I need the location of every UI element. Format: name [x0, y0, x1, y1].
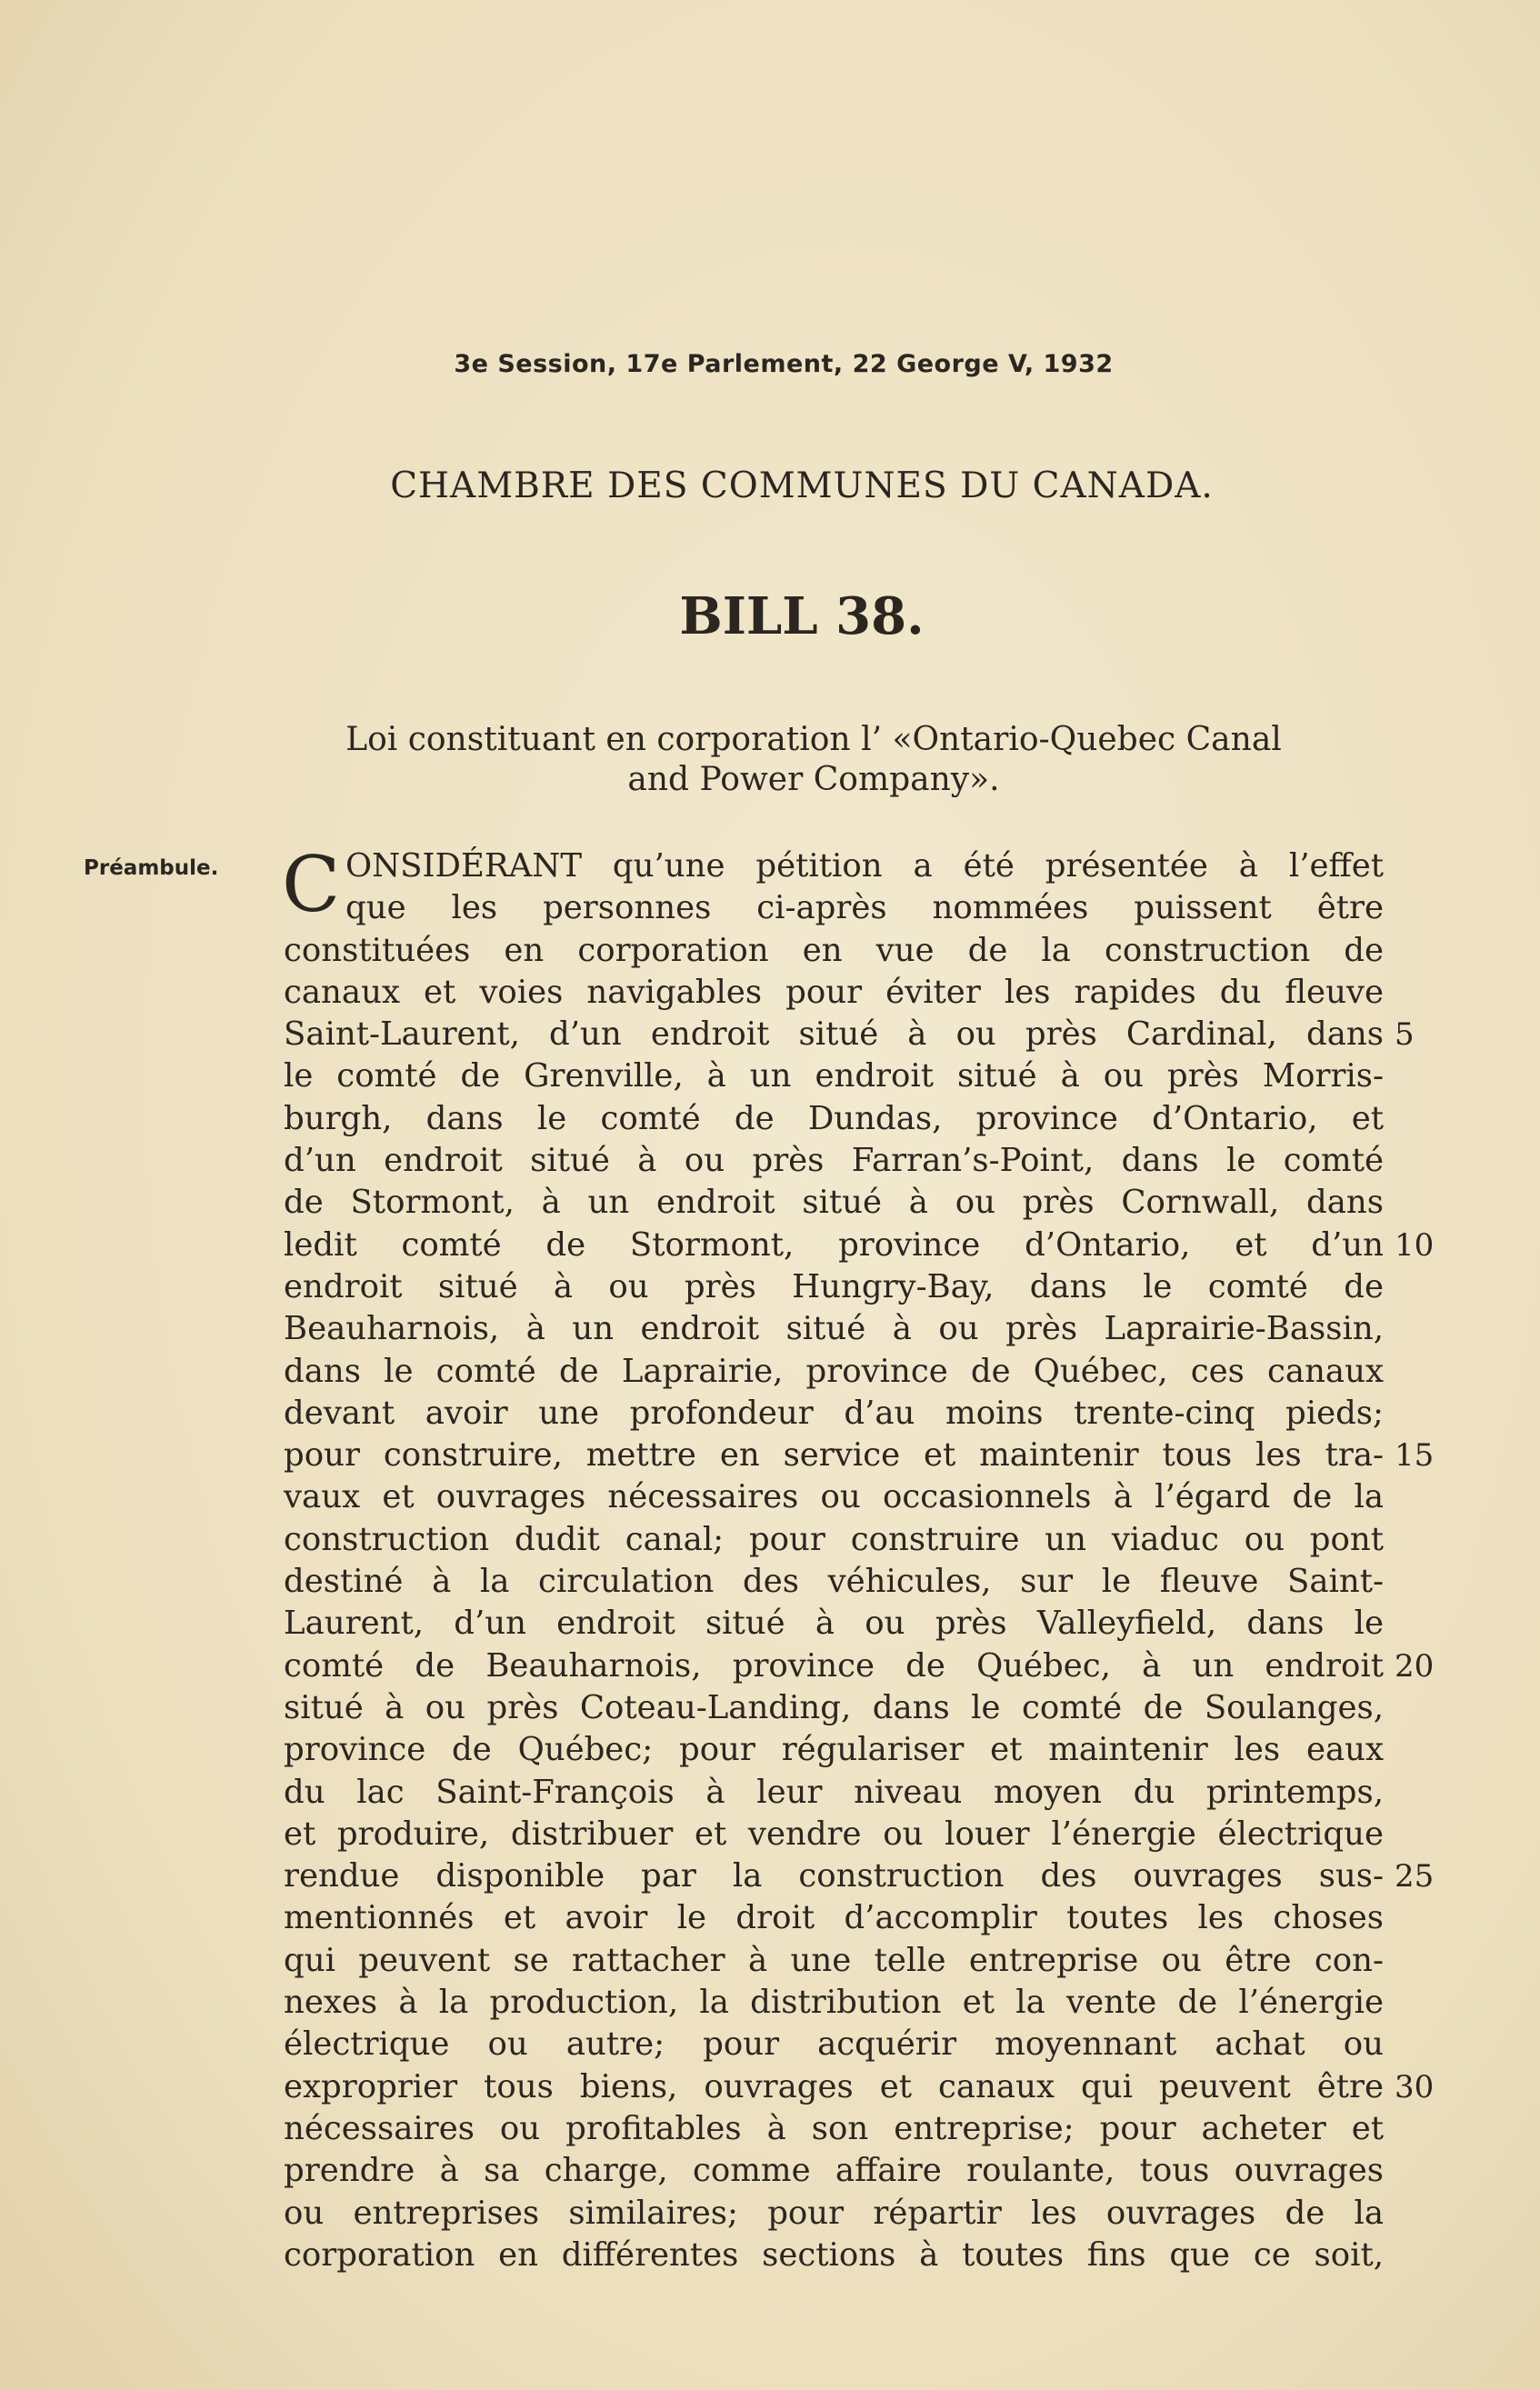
body-line: prendre à sa charge, comme affaire roulante, tous ouvrages — [284, 2152, 1384, 2190]
line-number: 5 — [1395, 1016, 1415, 1054]
body-line: burgh, dans le comté de Dundas, province d’Ontario, et — [284, 1099, 1384, 1137]
body-line: qui peuvent se rattacher à une telle entreprise ou être con- — [284, 1941, 1384, 1979]
body-line: et produire, distribuer et vendre ou louer l’énergie électrique — [284, 1815, 1384, 1853]
drop-cap: C — [282, 840, 341, 929]
line-number: 20 — [1395, 1647, 1435, 1685]
bill-title-line: and Power Company». — [627, 761, 1000, 798]
preamble-body — [282, 840, 1384, 2276]
body-line: Saint-Laurent, d’un endroit situé à ou près Cardinal, dans — [284, 1015, 1384, 1054]
body-line: corporation en différentes sections à toutes fins que ce soit, — [284, 2235, 1384, 2274]
body-line: province de Québec; pour régulariser et maintenir les eaux — [284, 1731, 1384, 1769]
session-heading: 3e Session, 17e Parlement, 22 George V, 1932 — [454, 350, 1114, 378]
body-line: destiné à la circulation des véhicules, sur le fleuve Saint- — [284, 1563, 1384, 1601]
body-line: devant avoir une profondeur d’au moins trente-cinq pieds; — [284, 1394, 1384, 1432]
margin-note-preamble: Préambule. — [84, 856, 219, 880]
body-line: construction dudit canal; pour construire un viaduc ou pont — [284, 1520, 1384, 1558]
line-number: 25 — [1395, 1858, 1435, 1895]
body-line: rendue disponible par la construction des ouvrages sus- — [284, 1857, 1384, 1895]
line-number: 30 — [1395, 2068, 1435, 2105]
body-line: pour construire, mettre en service et maintenir tous les tra- — [284, 1436, 1384, 1475]
line-number: 10 — [1395, 1226, 1435, 1264]
body-line: comté de Beauharnois, province de Québec, à un endroit — [284, 1646, 1384, 1685]
bill-title-line: Loi constituant en corporation l’ «Ontario-Quebec Canal — [345, 721, 1282, 758]
body-line: de Stormont, à un endroit situé à ou près Cornwall, dans — [284, 1184, 1384, 1222]
body-line: d’un endroit situé à ou près Farran’s-Point, dans le comté — [284, 1142, 1384, 1180]
body-line: Beauharnois, à un endroit situé à ou près Laprairie-Bassin, — [284, 1310, 1384, 1348]
body-line: endroit situé à ou près Hungry-Bay, dans le comté de — [284, 1267, 1384, 1305]
body-line: du lac Saint-François à leur niveau moyen du printemps, — [284, 1773, 1384, 1811]
bill-title — [291, 720, 1336, 800]
body-line: nécessaires ou profitables à son entreprise; pour acheter et — [284, 2109, 1384, 2147]
body-line: constituées en corporation en vue de la construction de — [284, 931, 1384, 969]
chamber-heading: CHAMBRE DES COMMUNES DU CANADA. — [390, 465, 1214, 506]
line-number: 15 — [1395, 1437, 1435, 1475]
body-line: canaux et voies navigables pour éviter les rapides du fleuve — [284, 973, 1384, 1011]
body-line: ou entreprises similaires; pour répartir les ouvrages de la — [284, 2194, 1384, 2232]
body-line: vaux et ouvrages nécessaires ou occasionnels à l’égard de la — [284, 1478, 1384, 1516]
bill-number: BILL 38. — [679, 586, 925, 646]
body-line: électrique ou autre; pour acquérir moyennant achat ou — [284, 2025, 1384, 2064]
body-line: que les personnes ci-après nommées puissent être — [345, 889, 1384, 927]
body-line: le comté de Grenville, à un endroit situé à ou près Morris- — [284, 1057, 1384, 1095]
body-line: mentionnés et avoir le droit d’accomplir toutes les choses — [284, 1899, 1384, 1937]
body-line: nexes à la production, la distribution et la vente de l’énergie — [284, 1984, 1384, 2022]
body-line: dans le comté de Laprairie, province de Québec, ces canaux — [284, 1352, 1384, 1390]
body-line: exproprier tous biens, ouvrages et canaux qui peuvent être — [284, 2067, 1384, 2105]
body-line: ledit comté de Stormont, province d’Ontario, et d’un — [284, 1225, 1384, 1264]
body-line: ONSIDÉRANT qu’une pétition a été présentée à l’effet — [345, 847, 1384, 885]
body-line: situé à ou près Coteau-Landing, dans le comté de Soulanges, — [284, 1688, 1384, 1726]
body-line: Laurent, d’un endroit situé à ou près Valleyfield, dans le — [284, 1605, 1384, 1643]
